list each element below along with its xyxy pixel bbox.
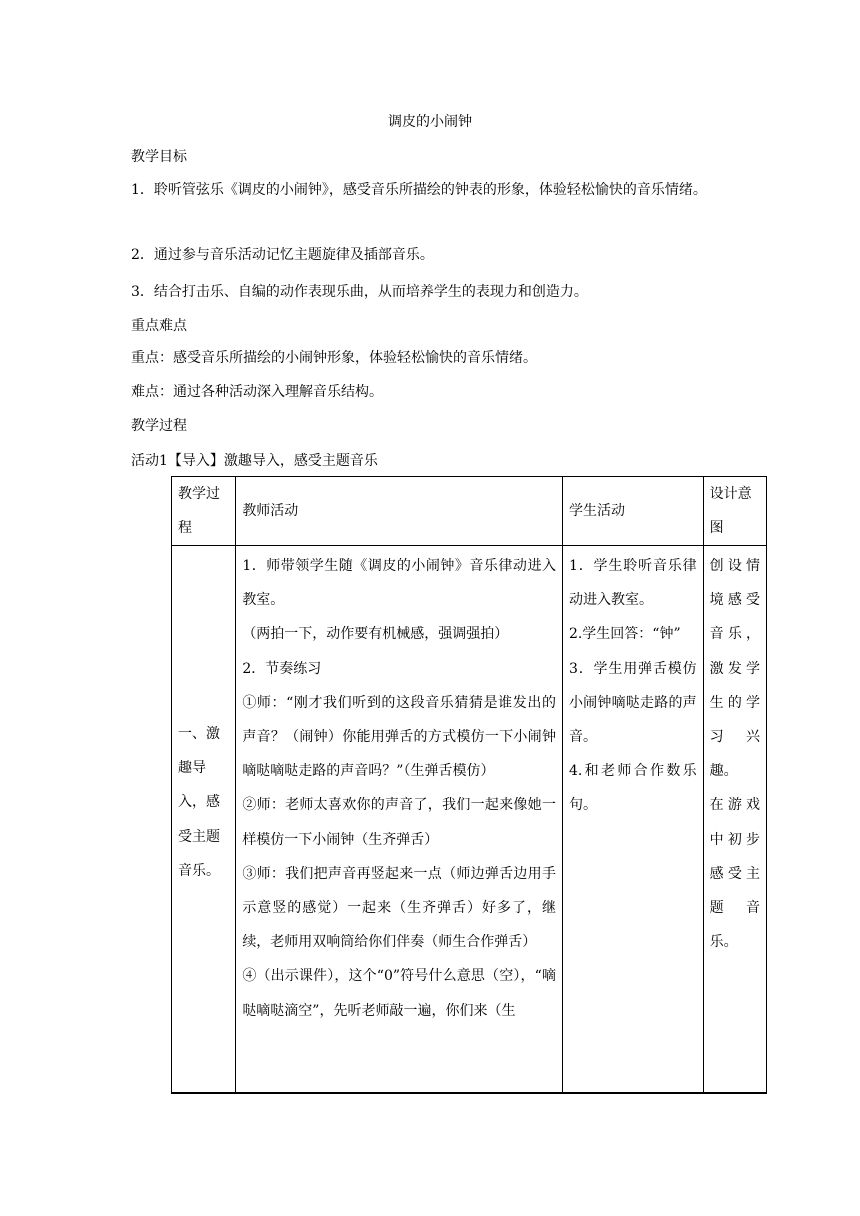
student-paragraph: 2.学生回答：“钟” [568,626,681,643]
student-activity-cell [562,546,703,1094]
design-paragraph: 在游戏中初步感受主题音乐。 [709,797,760,951]
activity-1-heading: 活动1【导入】激趣导入，感受主题音乐 [131,453,378,469]
teacher-activity-cell [236,546,563,1094]
goals-heading: 教学目标 [131,149,187,165]
student-paragraph: 1．学生聆听音乐律动进入教室。 [568,558,697,609]
header-teacher: 教师活动 [236,477,563,546]
table-header-row [172,477,767,546]
header-student: 学生活动 [562,477,703,546]
stage-cell [172,546,236,1094]
stage-label: 一、激趣导入，感受主题音乐。 [178,726,220,879]
teacher-paragraph: ③师：我们把声音再竖起来一点（师边弹舌边用手示意竖的感觉）一起来（生齐弹舌）好多了，继续，老师用双响筒给你们伴奏（师生合作弹舌） [242,865,556,951]
process-heading: 教学过程 [131,418,187,434]
lesson-table [171,476,767,1094]
teacher-paragraph: ④（出示课件），这个“0”符号什么意思（空），“嘀哒嘀哒滴空”，先听老师敲一遍，你们来（生 [242,968,556,1019]
student-paragraph: 3．学生用弹舌模仿小闹钟嘀哒走路的声音。 [568,660,697,746]
design-paragraph: 创设情境感受音乐，激发学生的学习兴趣。 [709,558,760,780]
design-intent-cell [703,546,766,1094]
goal-3: 3．结合打击乐、自编的动作表现乐曲，从而培养学生的表现力和创造力。 [131,284,588,300]
table-row [172,546,767,1094]
teacher-paragraph: 1．师带领学生随《调皮的小闹钟》音乐律动进入教室。 [242,558,556,609]
teacher-paragraph: （两拍一下，动作要有机械感，强调强拍） [242,626,509,643]
difficulty: 难点：通过各种活动深入理解音乐结构。 [131,384,383,400]
student-paragraph: 4.和老师合作数乐句。 [568,763,697,814]
teacher-paragraph: ②师：老师太喜欢你的声音了，我们一起来像她一样模仿一下小闹钟（生齐弹舌） [242,797,556,848]
header-design: 设计意图 [703,477,766,546]
goal-2: 2．通过参与音乐活动记忆主题旋律及插部音乐。 [131,247,434,263]
teacher-paragraph: 2．节奏练习 [242,660,322,677]
teacher-paragraph: ①师：“刚才我们听到的这段音乐猜猜是谁发出的声音？（闹钟）你能用弹舌的方式模仿一下小闹钟嘀哒嘀哒走路的声音吗？”（生弹舌模仿） [242,694,556,780]
header-process: 教学过程 [172,477,236,546]
goal-1: 1．聆听管弦乐《调皮的小闹钟》，感受音乐所描绘的钟表的形象，体验轻松愉快的音乐情绪。 [131,182,707,198]
key-heading: 重点难点 [131,318,187,334]
page-title: 调皮的小闹钟 [388,114,472,130]
key-point: 重点：感受音乐所描绘的小闹钟形象，体验轻松愉快的音乐情绪。 [131,350,537,366]
